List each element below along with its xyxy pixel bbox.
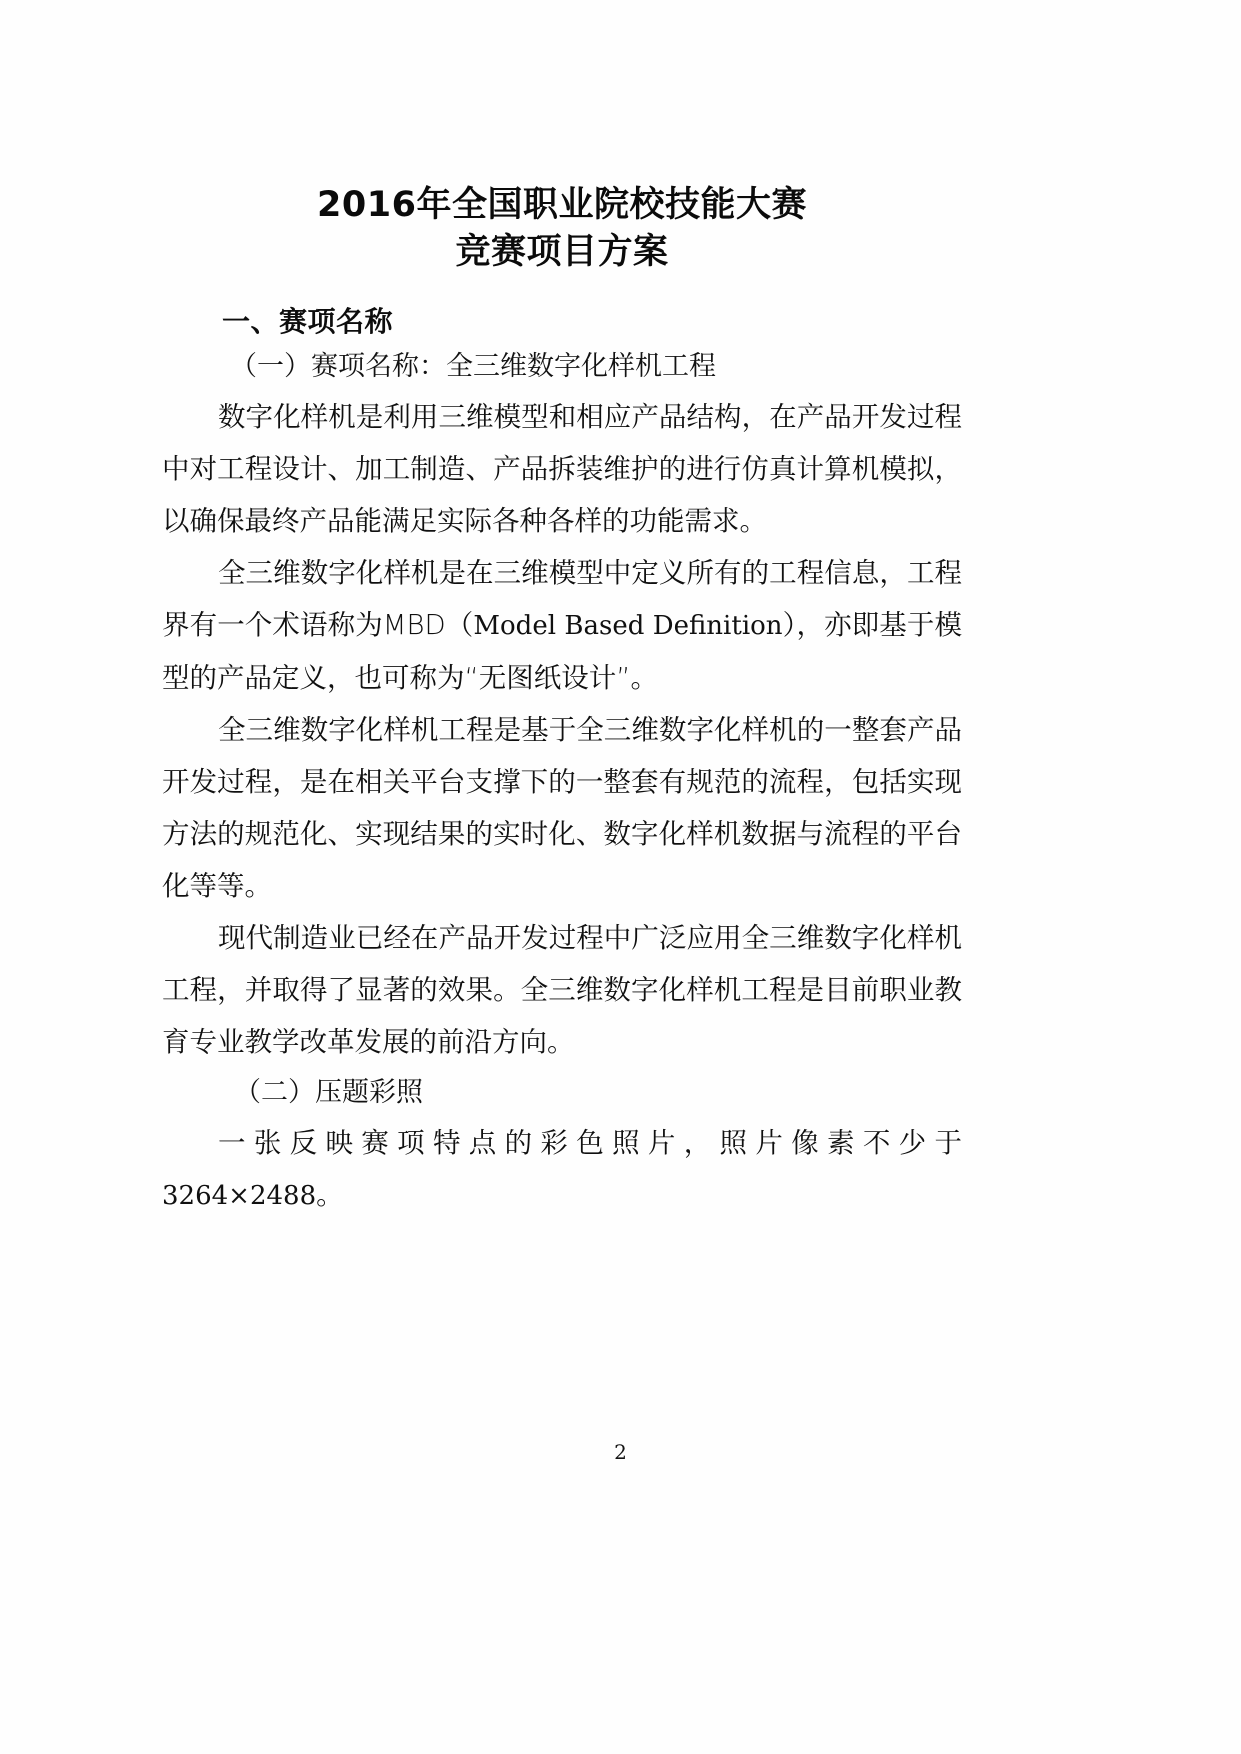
section-heading-1: 一、赛项名称 [222, 305, 394, 338]
paragraph-photo-requirement: 一张反映赛项特点的彩色照片，照片像素不少于 [218, 1127, 962, 1159]
subsection-label-two: （二）压题彩照 [234, 1077, 423, 1108]
document-title-line-2: 竞赛项目方案 [455, 232, 669, 272]
paragraph-mbd-post: ），亦即基于模型的产品定义，也可称为“无图纸设计”。 [162, 609, 962, 694]
paragraph-mbd-pre: 全三维数字化样机是在三维模型中定义所有的工程信息，工程界有一个术语称为MBD（ [162, 557, 962, 641]
paragraph-mbd [162, 547, 962, 704]
paragraph-engineering-process: 全三维数字化样机工程是基于全三维数字化样机的一整套产品开发过程，是在相关平台支撑下的一整套有规范的流程，包括实现方法的规范化、实现结果的实时化、数字化样机数据与流程的平台化等等。 [162, 714, 962, 902]
photo-resolution-line [162, 1169, 962, 1222]
paragraph-mbd-english-term: Model Based Definition [473, 611, 783, 641]
document-title-line-1: 2016年全国职业院校技能大赛 [317, 185, 807, 225]
photo-resolution-value: 3264×2488 [162, 1181, 317, 1211]
paragraph-digital-prototype: 数字化样机是利用三维模型和相应产品结构，在产品开发过程中对工程设计、加工制造、产品拆装维护的进行仿真计算机模拟，以确保最终产品能满足实际各种各样的功能需求。 [162, 401, 962, 537]
page-number: 2 [614, 1440, 627, 1464]
subsection-label-one: （一）赛项名称：全三维数字化样机工程 [230, 351, 716, 382]
photo-resolution-period: 。 [316, 1179, 344, 1211]
paragraph-modern-manufacturing: 现代制造业已经在产品开发过程中广泛应用全三维数字化样机工程，并取得了显著的效果。全三维数字化样机工程是目前职业教育专业教学改革发展的前沿方向。 [162, 922, 962, 1058]
document-body [162, 0, 962, 1222]
